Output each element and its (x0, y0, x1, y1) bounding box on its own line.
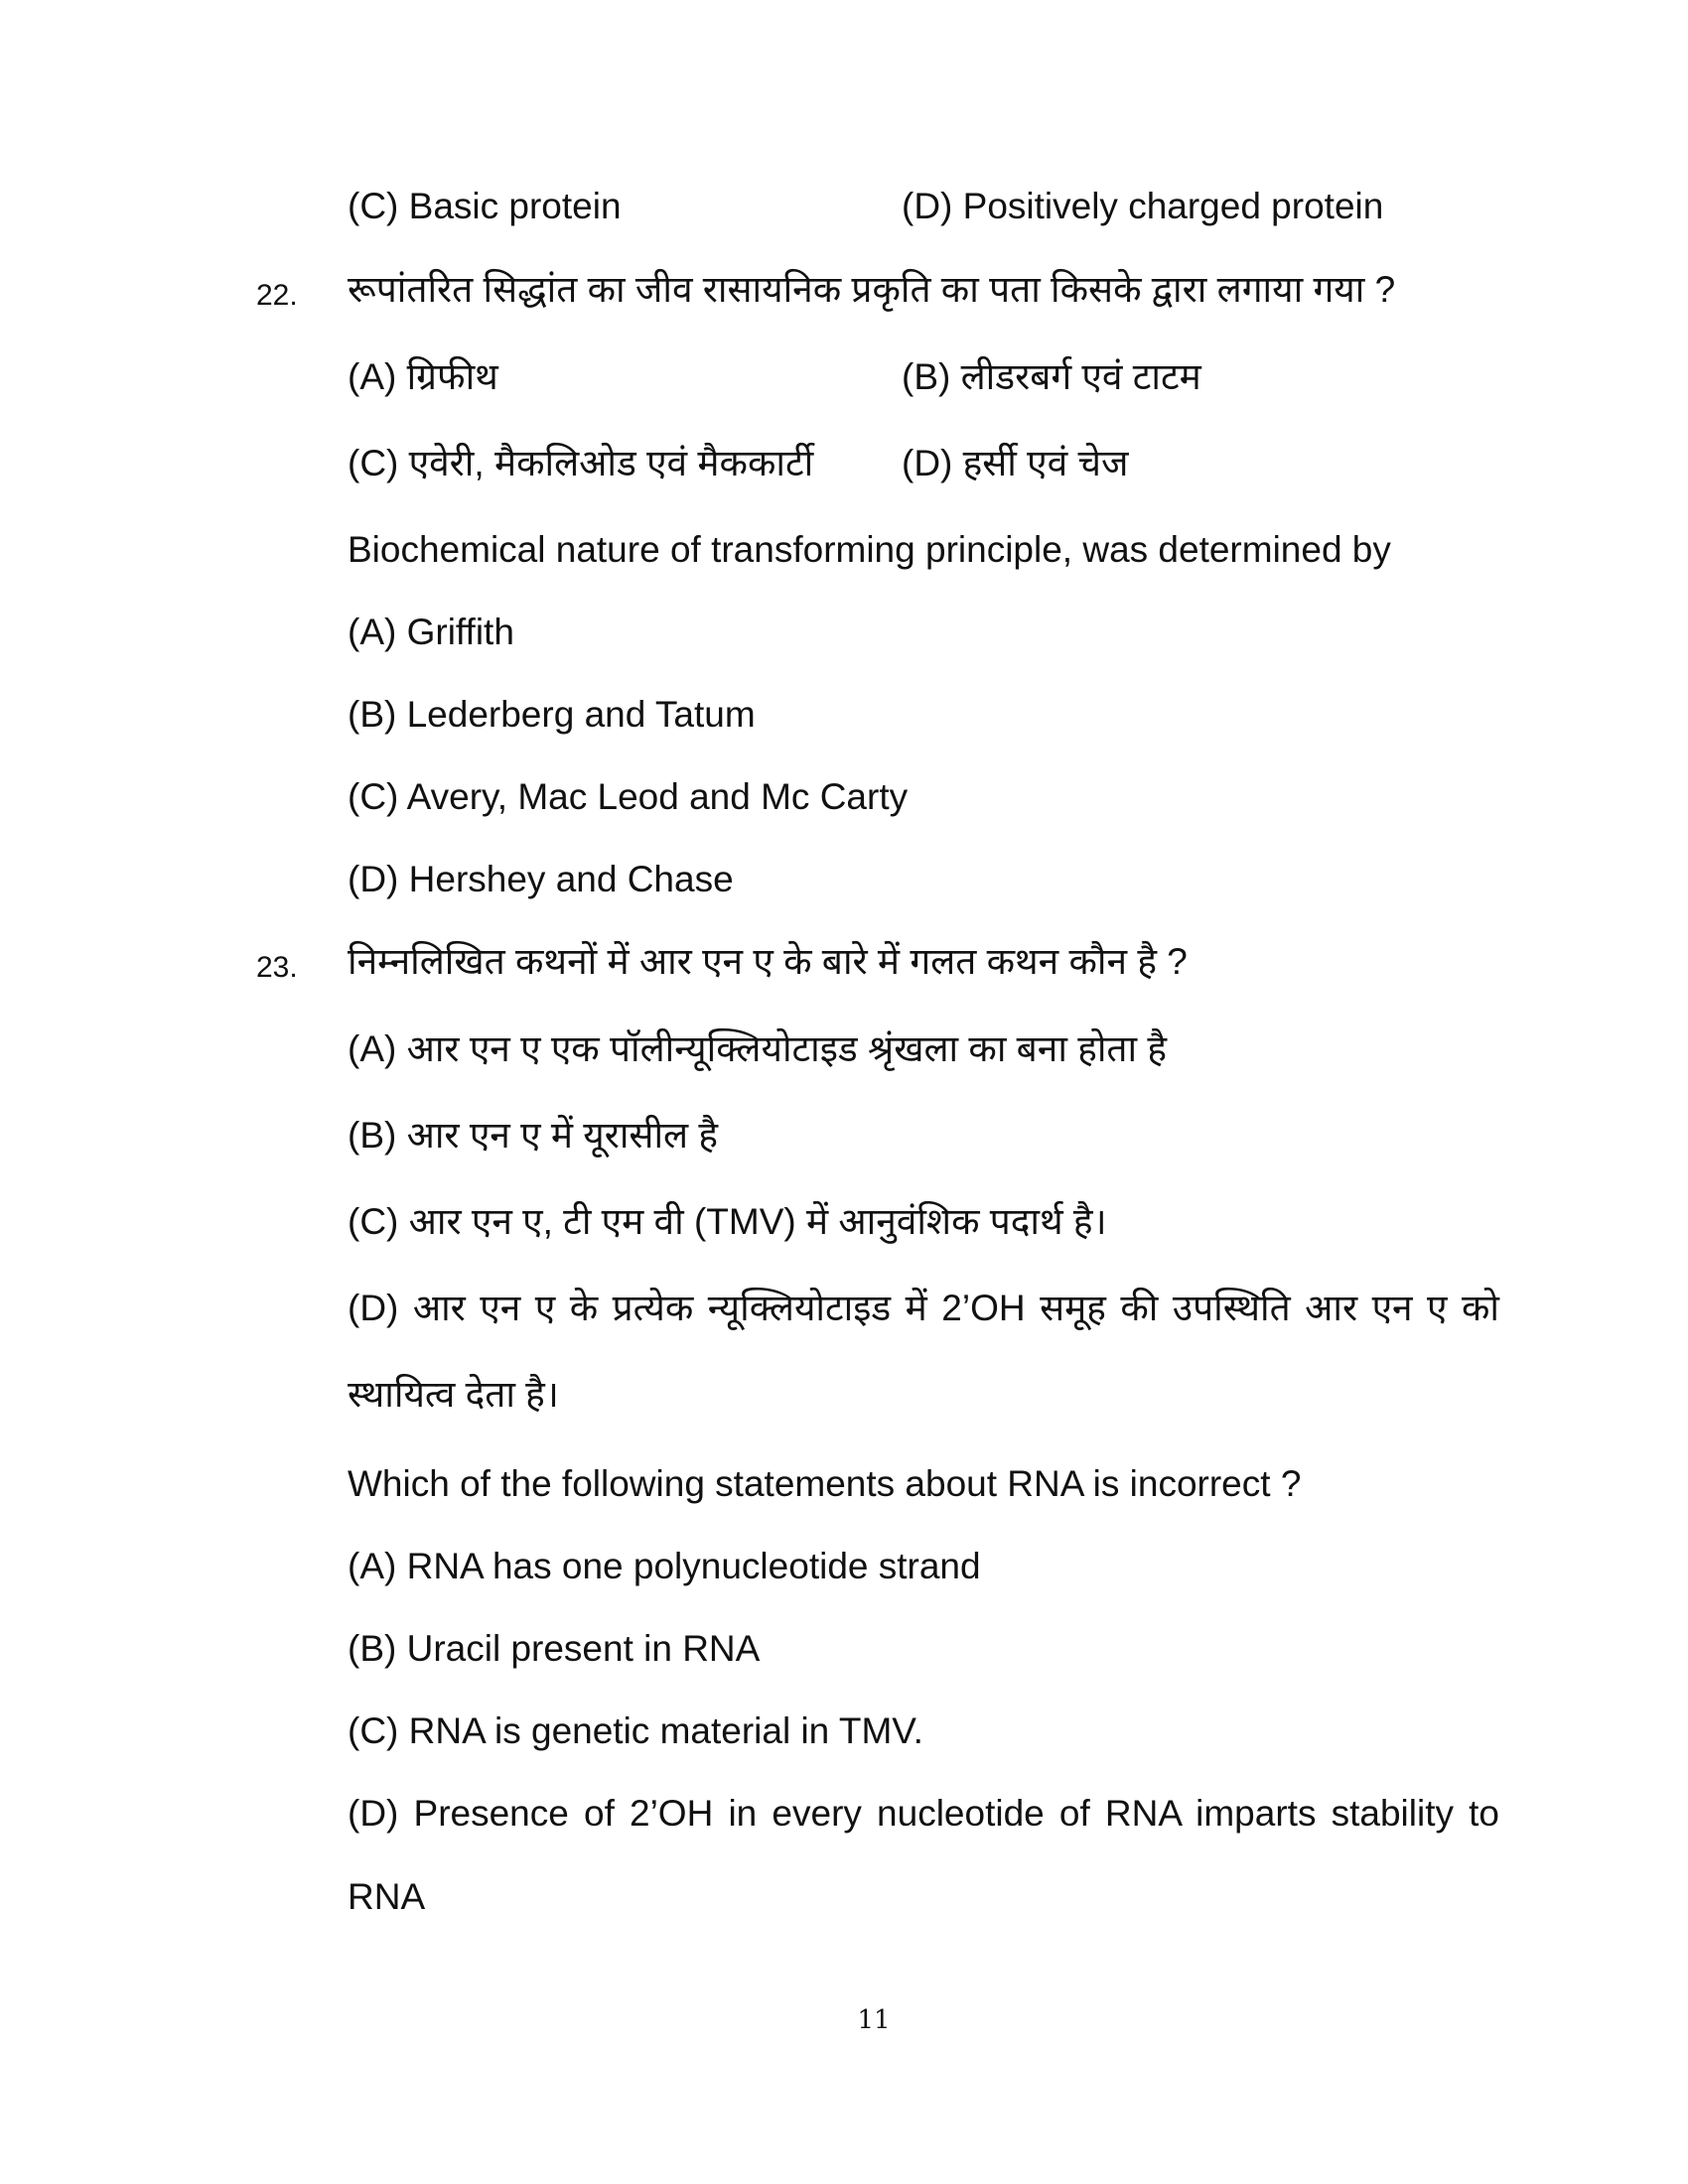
q23-hindi-question: निम्नलिखित कथनों में आर एन ए के बारे में गलत कथन कौन है ? (348, 941, 1188, 982)
q22-option-b: (B) Lederberg and Tatum (348, 694, 756, 735)
q23-hindi-option-d-line2: स्थायित्व देता है। (348, 1374, 559, 1415)
q22-option-c: (C) Avery, Mac Leod and Mc Carty (348, 776, 909, 817)
q22-hindi-option-b: (B) लीडरबर्ग एवं टाटम (902, 356, 1201, 397)
q23-english-question: Which of the following statements about RNA is incorrect ? (348, 1463, 1302, 1504)
q23-option-c: (C) RNA is genetic material in TMV. (348, 1710, 923, 1751)
q23-option-b: (B) Uracil present in RNA (348, 1628, 761, 1669)
q22-hindi-question: रूपांतरित सिद्धांत का जीव रासायनिक प्रकृति का पता किसके द्वारा लगाया गया ? (348, 269, 1396, 310)
page-number: 11 (857, 2005, 891, 2035)
q22-option-a: (A) Griffith (348, 612, 514, 652)
q23-hindi-option-a: (A) आर एन ए एक पॉलीन्यूक्लियोटाइड श्रृंखला का बना होता है (348, 1028, 1168, 1069)
q23-hindi-option-c: (C) आर एन ए, टी एम वी (TMV) में आनुवंशिक पदार्थ है। (348, 1201, 1107, 1242)
q22-hindi-option-c: (C) एवेरी, मैकलिओड एवं मैककार्टी (348, 443, 814, 483)
q22-english-question: Biochemical nature of transforming principle, was determined by (348, 529, 1391, 570)
q22-hindi-option-a: (A) ग्रिफीथ (348, 356, 498, 397)
q21-option-c: (C) Basic protein (348, 186, 622, 226)
q23-option-d-line1: (D) Presence of 2’OH in every nucleotide of RNA imparts stability to (348, 1793, 1499, 1834)
q21-option-d: (D) Positively charged protein (902, 186, 1384, 226)
q23-number: 23. (256, 951, 298, 984)
q23-option-d-line2: RNA (348, 1876, 426, 1917)
q23-hindi-option-d-line1: (D) आर एन ए के प्रत्येक न्यूक्लियोटाइड में 2’OH समूह की उपस्थिति आर एन ए को (348, 1288, 1499, 1328)
q22-hindi-option-d: (D) हर्सी एवं चेज (902, 443, 1129, 483)
q23-option-a: (A) RNA has one polynucleotide strand (348, 1546, 981, 1586)
q23-hindi-option-b: (B) आर एन ए में यूरासील है (348, 1115, 719, 1156)
q22-option-d: (D) Hershey and Chase (348, 859, 734, 899)
q22-number: 22. (256, 279, 298, 312)
